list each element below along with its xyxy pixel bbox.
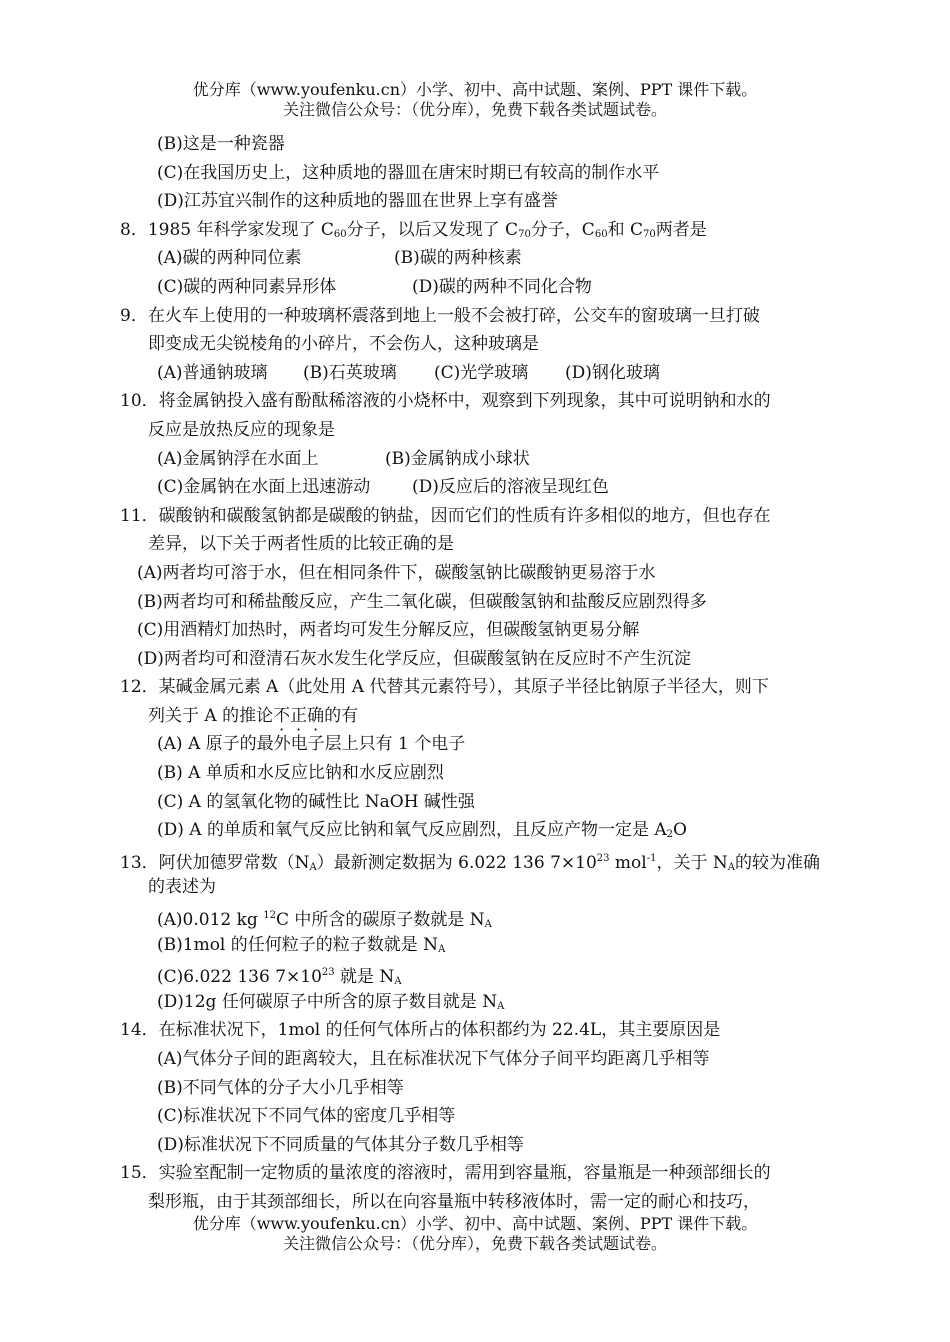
q8-number: 8． (120, 219, 148, 240)
q13-number: 13． (120, 852, 159, 873)
q12-number: 12． (120, 677, 159, 698)
q8-option-c: (C)碳的两种同素异形体 (157, 276, 337, 297)
q8-option-b: (B)碳的两种核素 (394, 248, 522, 269)
q10-stem: 10．将金属钠投入盛有酚酞稀溶液的小烧杯中，观察到下列现象，其中可说明钠和水的 (120, 391, 771, 412)
q9-stem: 9．在火车上使用的一种玻璃杯震落到地上一般不会被打碎，公交车的窗玻璃一旦打破 (120, 305, 760, 326)
q10-options-row-2 (120, 473, 855, 502)
q13-option-a: (A)0.012 kg $^{12}$C 中所含的碳原子数就是 $N_A$ (157, 910, 492, 931)
q10-option-b: (B)金属钠成小球状 (385, 448, 530, 469)
q7-option-d: (D)江苏宜兴制作的这种质地的器皿在世界上享有盛誉 (157, 191, 558, 212)
q9-option-d: (D)钢化玻璃 (565, 362, 660, 383)
q8-options-row-2 (120, 273, 855, 302)
q15-stem-cont: 梨形瓶，由于其颈部细长，所以在向容量瓶中转移液体时，需一定的耐心和技巧， (148, 1191, 760, 1212)
q9-number: 9． (120, 305, 148, 326)
q10-stem-cont: 反应是放热反应的现象是 (148, 419, 335, 440)
footer-line-2: 关注微信公众号：（优分库），免费下载各类试题试卷。 (282, 1234, 667, 1253)
q14-option-d: (D)标准状况下不同质量的气体其分子数几乎相等 (157, 1134, 524, 1155)
q12-stem-cont: 列关于 A 的推论不正确的有 (148, 705, 359, 726)
q14-option-a: (A)气体分子间的距离较大，且在标准状况下气体分子间平均距离几乎相等 (157, 1049, 710, 1069)
q11-option-c: (C)用酒精灯加热时，两者均可发生分解反应，但碳酸氢钠更易分解 (137, 620, 640, 641)
q14-number: 14． (120, 1020, 159, 1041)
q10-option-a: (A)金属钠浮在水面上 (157, 448, 319, 469)
q11-stem: 11．碳酸钠和碳酸氢钠都是碳酸的钠盐，因而它们的性质有许多相似的地方，但也存在 (120, 505, 771, 526)
q10-options-row-1 (120, 445, 855, 474)
q15-number: 15． (120, 1163, 159, 1184)
q14-option-c: (C)标准状况下不同气体的密度几乎相等 (157, 1106, 456, 1127)
exam-content (120, 130, 855, 1217)
q14-option-b: (B)不同气体的分子大小几乎相等 (157, 1077, 404, 1098)
q11-option-a: (A)两者均可溶于水，但在相同条件下，碳酸氢钠比碳酸钠更易溶于水 (137, 562, 656, 583)
page-header (0, 80, 950, 120)
emphasis-char: 正 (290, 705, 308, 726)
q9-option-c: (C)光学玻璃 (434, 362, 529, 383)
emphasis-char: 确 (307, 705, 325, 726)
q8-option-d: (D)碳的两种不同化合物 (412, 276, 592, 297)
q11-number: 11． (120, 505, 159, 526)
footer-line-1: 优分库（www.youfenku.cn）小学、初中、高中试题、案例、PPT 课件下载。 (192, 1214, 758, 1233)
q12-option-b: (B) A 单质和水反应比钠和水反应剧烈 (157, 763, 444, 784)
header-line-1: 优分库（www.youfenku.cn）小学、初中、高中试题、案例、PPT 课件下载。 (192, 80, 758, 99)
q8-option-a: (A)碳的两种同位素 (157, 248, 302, 269)
q11-option-d: (D)两者均可和澄清石灰水发生化学反应，但碳酸氢钠在反应时不产生沉淀 (137, 648, 691, 669)
q12-option-c: (C) A 的氢氧化物的碱性比 NaOH 碱性强 (157, 791, 475, 812)
header-line-2: 关注微信公众号：（优分库），免费下载各类试题试卷。 (282, 100, 667, 119)
q13-option-c: (C)6.022 136 $7\times 10^{23}$ 就是 $N_A$ (157, 967, 402, 988)
q7-option-c: (C)在我国历史上，这种质地的器皿在唐宋时期已有较高的制作水平 (157, 162, 660, 183)
q15-stem: 15．实验室配制一定物质的量浓度的溶液时，需用到容量瓶，容量瓶是一种颈部细长的 (120, 1163, 771, 1184)
emphasis-char: 不 (273, 705, 291, 726)
q13-option-d: (D)12g 任何碳原子中所含的原子数目就是 $N_A$ (157, 991, 505, 1012)
q8-stem: 8．1985 年科学家发现了 $C_{60}$分子，以后又发现了 $C_{70}$分子，$C_{60}$和 $C_{70}$两者是 (120, 219, 707, 240)
q13-stem: 13．阿伏加德罗常数$(N_A)$最新测定数据为 6.022 136 $7\times 10^{23}$ mol$^{-1}$，关于 $N_A$的较为准确 (120, 852, 820, 873)
q8-options-row-1 (120, 244, 855, 273)
q9-options (120, 359, 855, 388)
q10-option-c: (C)金属钠在水面上迅速游动 (157, 477, 371, 498)
q12-stem: 12．某碱金属元素 A（此处用 A 代替其元素符号），其原子半径比钠原子半径大，则下 (120, 677, 769, 698)
q10-option-d: (D)反应后的溶液呈现红色 (412, 477, 609, 498)
q11-stem-cont: 差异，以下关于两者性质的比较正确的是 (148, 534, 454, 555)
q13-stem-cont: 的表述为 (148, 877, 216, 898)
q9-option-a: (A)普通钠玻璃 (157, 362, 268, 383)
q12-option-d: (D) A 的单质和氧气反应比钠和氧气反应剧烈，且反应产物一定是 $A_2O$ (157, 820, 687, 841)
q11-option-b: (B)两者均可和稀盐酸反应，产生二氧化碳，但碳酸氢钠和盐酸反应剧烈得多 (137, 591, 707, 612)
page-footer (0, 1214, 950, 1254)
q7-option-b: (B)这是一种瓷器 (157, 134, 285, 154)
q10-number: 10． (120, 391, 159, 412)
q13-option-b: (B)1mol 的任何粒子的粒子数就是 $N_A$ (157, 934, 446, 955)
q12-option-a: (A) A 原子的最外电子层上只有 1 个电子 (157, 734, 466, 755)
q9-stem-cont: 即变成无尖锐棱角的小碎片，不会伤人，这种玻璃是 (148, 334, 539, 355)
q14-stem: 14．在标准状况下，1mol 的任何气体所占的体积都约为 22.4L，其主要原因是 (120, 1020, 721, 1041)
q9-option-b: (B)石英玻璃 (303, 362, 397, 383)
